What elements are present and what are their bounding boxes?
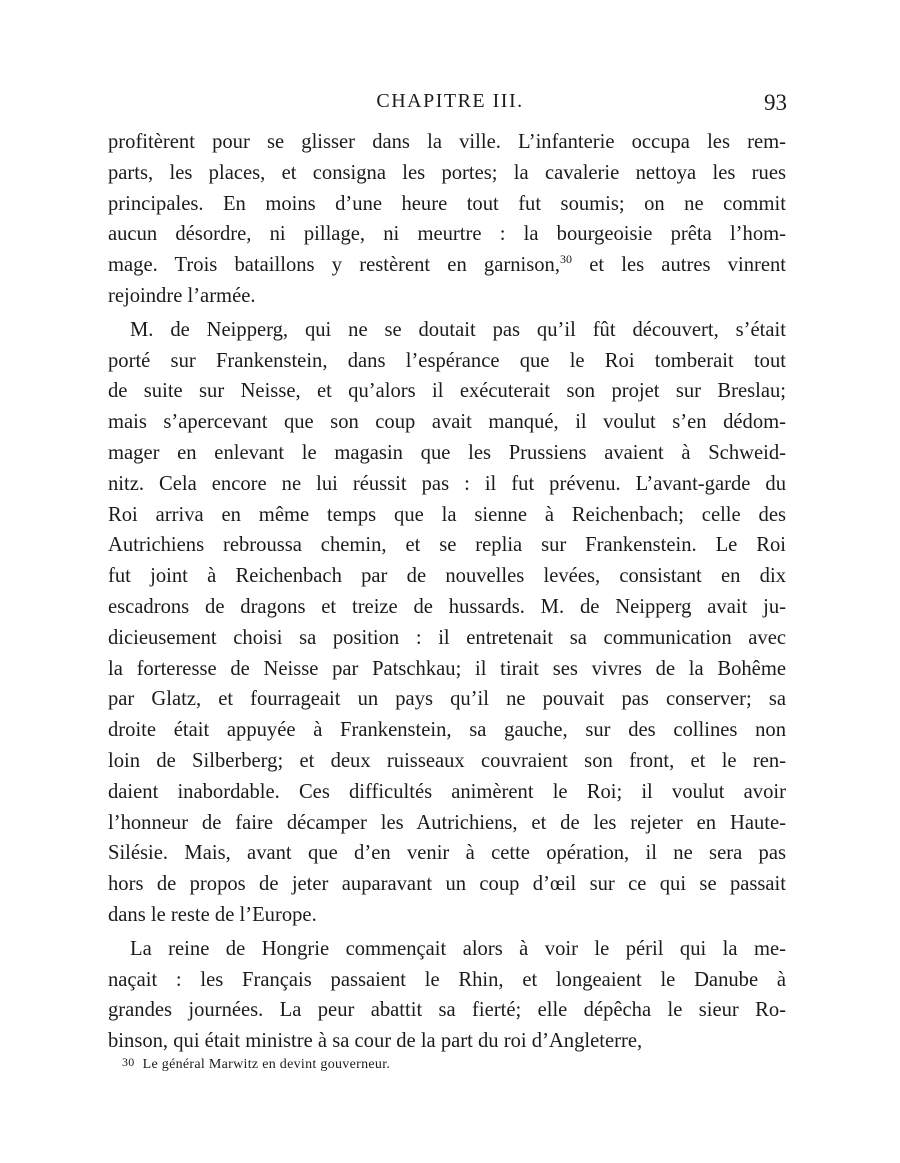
- paragraph: [108, 127, 786, 312]
- text-line: rejoindre l’armée.: [108, 284, 256, 307]
- text-line: mais s’apercevant que son coup avait manqué, il voulut s’en dédom-: [108, 411, 786, 434]
- text-line: principales. En moins d’une heure tout fut soumis; on ne commit: [108, 192, 786, 215]
- text-line: par Glatz, et fourrageait un pays qu’il ne pouvait pas conserver; sa: [108, 688, 786, 711]
- footnote-mark: 30: [122, 1055, 135, 1069]
- text-line: profitèrent pour se glisser dans la ville. L’infanterie occupa les rem-: [108, 131, 786, 153]
- text-line: La reine de Hongrie commençait alors à voir le péril qui la me-: [130, 937, 786, 960]
- text-line: la forteresse de Neisse par Patschkau; il tirait ses vivres de la Bohême: [108, 657, 786, 680]
- paragraph: [108, 315, 786, 931]
- text-line: loin de Silberberg; et deux ruisseaux couvraient son front, et le ren-: [108, 749, 786, 772]
- text-line: l’honneur de faire décamper les Autrichiens, et de les rejeter en Haute-: [108, 811, 786, 834]
- text-line: Roi arriva en même temps que la sienne à Reichenbach; celle des: [108, 503, 786, 526]
- footnote-reference[interactable]: 30: [560, 252, 573, 267]
- text-line: aucun désordre, ni pillage, ni meurtre : la bourgeoisie prêta l’hom-: [108, 223, 786, 246]
- body-text: [108, 127, 786, 1057]
- running-head: [0, 86, 900, 116]
- footnote: [122, 1054, 390, 1075]
- text-line: binson, qui était ministre à sa cour de la part du roi d’Angleterre,: [108, 1030, 643, 1053]
- text-line: daient inabordable. Ces difficultés animèrent le Roi; il voulut avoir: [108, 780, 786, 803]
- text-line: fut joint à Reichenbach par de nouvelles levées, consistant en dix: [108, 565, 786, 588]
- text-line: hors de propos de jeter auparavant un coup d’œil sur ce qui se passait: [108, 873, 786, 896]
- text-line: parts, les places, et consigna les portes; la cavalerie nettoya les rues: [108, 161, 786, 184]
- text-line: [108, 250, 786, 281]
- text-line: dans le reste de l’Europe.: [108, 903, 317, 926]
- text-line: grandes journées. La peur abattit sa fierté; elle dépêcha le sieur Ro-: [108, 999, 786, 1022]
- text-line: droite était appuyée à Frankenstein, sa gauche, sur des collines non: [108, 719, 786, 742]
- text-line: naçait : les Français passaient le Rhin, et longeaient le Danube à: [108, 968, 786, 991]
- text-line: dicieusement choisi sa position : il entretenait sa communication avec: [108, 626, 786, 649]
- text-line: Autrichiens rebroussa chemin, et se replia sur Frankenstein. Le Roi: [108, 534, 786, 557]
- text-line: porté sur Frankenstein, dans l’espérance que le Roi tomberait tout: [108, 349, 786, 372]
- text-line: Silésie. Mais, avant que d’en venir à cette opération, il ne sera pas: [108, 842, 786, 865]
- line-text: mage. Trois bataillons y restèrent en garnison,: [108, 254, 561, 277]
- paragraph: [108, 934, 786, 1057]
- footnote-text: Le général Marwitz en devint gouverneur.: [142, 1057, 391, 1072]
- text-line: M. de Neipperg, qui ne se doutait pas qu’il fût découvert, s’était: [130, 318, 786, 341]
- text-line: de suite sur Neisse, et qu’alors il exécuterait son projet sur Breslau;: [108, 380, 786, 403]
- text-line: nitz. Cela encore ne lui réussit pas : il fut prévenu. L’avant-garde du: [108, 472, 786, 495]
- page-number: 93: [764, 90, 787, 115]
- text-line: mager en enlevant le magasin que les Prussiens avaient à Schweid-: [108, 441, 786, 464]
- line-text: et les autres vinrent: [572, 254, 787, 277]
- chapter-heading: CHAPITRE III.: [376, 90, 524, 112]
- text-line: escadrons de dragons et treize de hussards. M. de Neipperg avait ju-: [108, 595, 786, 618]
